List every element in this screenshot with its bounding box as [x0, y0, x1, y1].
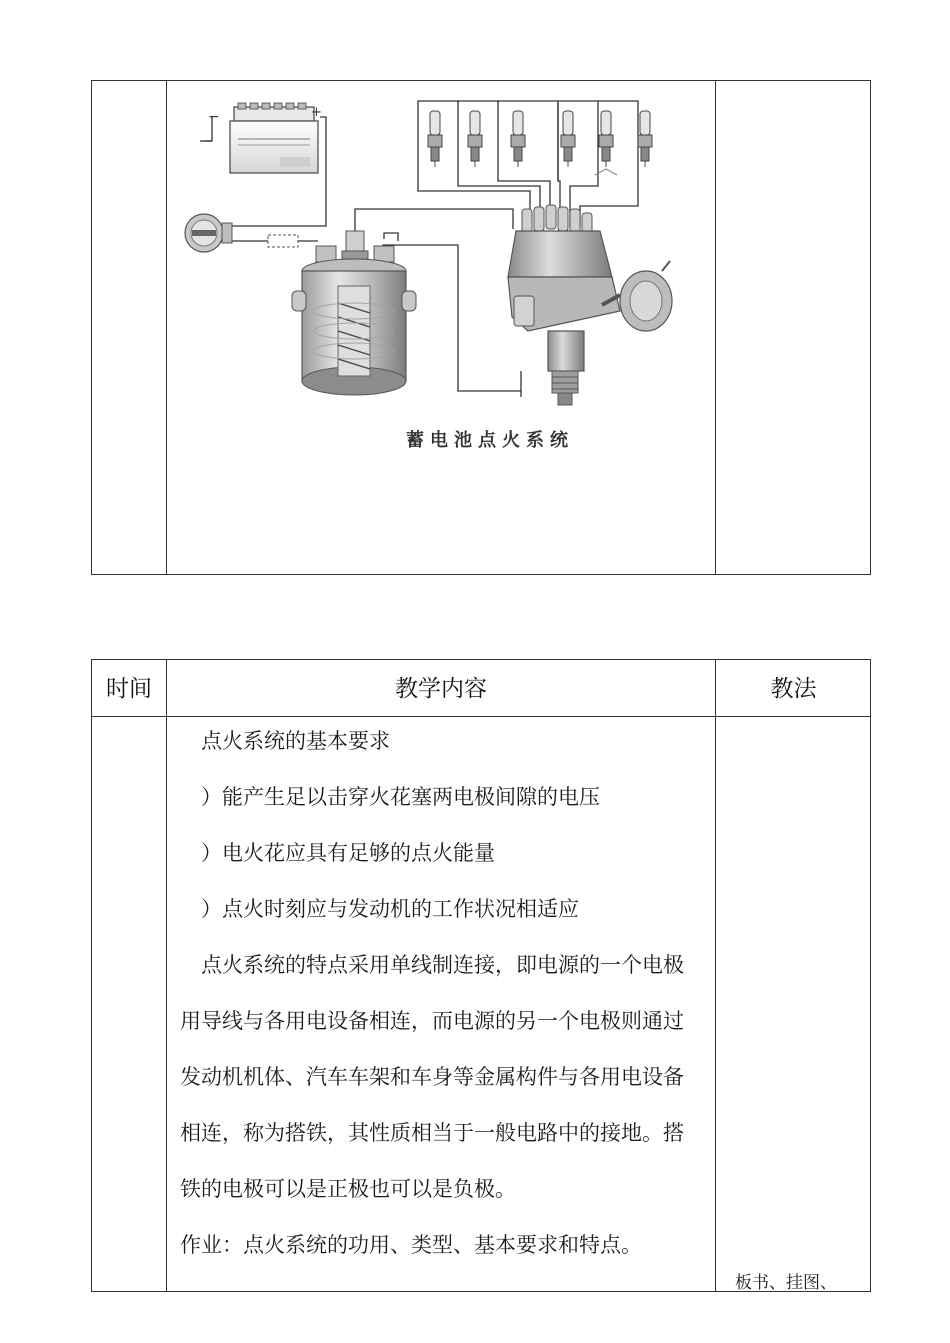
lesson-table [91, 659, 871, 1292]
homework-line: 作业：点火系统的功用、类型、基本要求和特点。 [180, 1233, 642, 1257]
header-method: 教法 [770, 676, 817, 702]
diagram-table [91, 80, 871, 575]
ignition-system-diagram [168, 81, 716, 576]
content-line: 点火系统的基本要求 [201, 729, 390, 753]
header-time: 时间 [106, 676, 152, 702]
header-content: 教学内容 [395, 676, 487, 702]
content-line: ）电火花应具有足够的点火能量 [201, 841, 495, 865]
method-note: 板书、挂图、 [735, 1273, 837, 1293]
content-line: ）能产生足以击穿火花塞两电极间隙的电压 [201, 785, 600, 809]
content-line: 点火系统的特点采用单线制连接，即电源的一个电极 [201, 953, 684, 977]
ignition-coil [292, 231, 416, 395]
content-line: 铁的电极可以是正极也可以是负极。 [180, 1177, 516, 1201]
battery-plus-label: + [311, 105, 322, 120]
distributor [508, 205, 672, 405]
content-line: 用导线与各用电设备相连，而电源的另一个电极则通过 [180, 1009, 684, 1033]
column-divider [715, 660, 716, 1291]
content-line: 相连，称为搭铁，其性质相当于一般电路中的接地。搭 [180, 1121, 684, 1145]
column-divider [166, 81, 167, 574]
column-divider [166, 660, 167, 1291]
header-divider [92, 716, 870, 717]
battery [230, 103, 318, 173]
content-line: 发动机机体、汽车车架和车身等金属构件与各用电设备 [180, 1065, 684, 1089]
ballast-resistor [268, 235, 298, 247]
battery-minus-label: − [208, 109, 220, 125]
figure-caption: 蓄电池点火系统 [406, 430, 574, 451]
spark-plugs [428, 111, 652, 175]
ignition-switch [185, 214, 232, 252]
ignition-system-figure [168, 81, 716, 574]
content-line: ）点火时刻应与发动机的工作状况相适应 [201, 897, 579, 921]
